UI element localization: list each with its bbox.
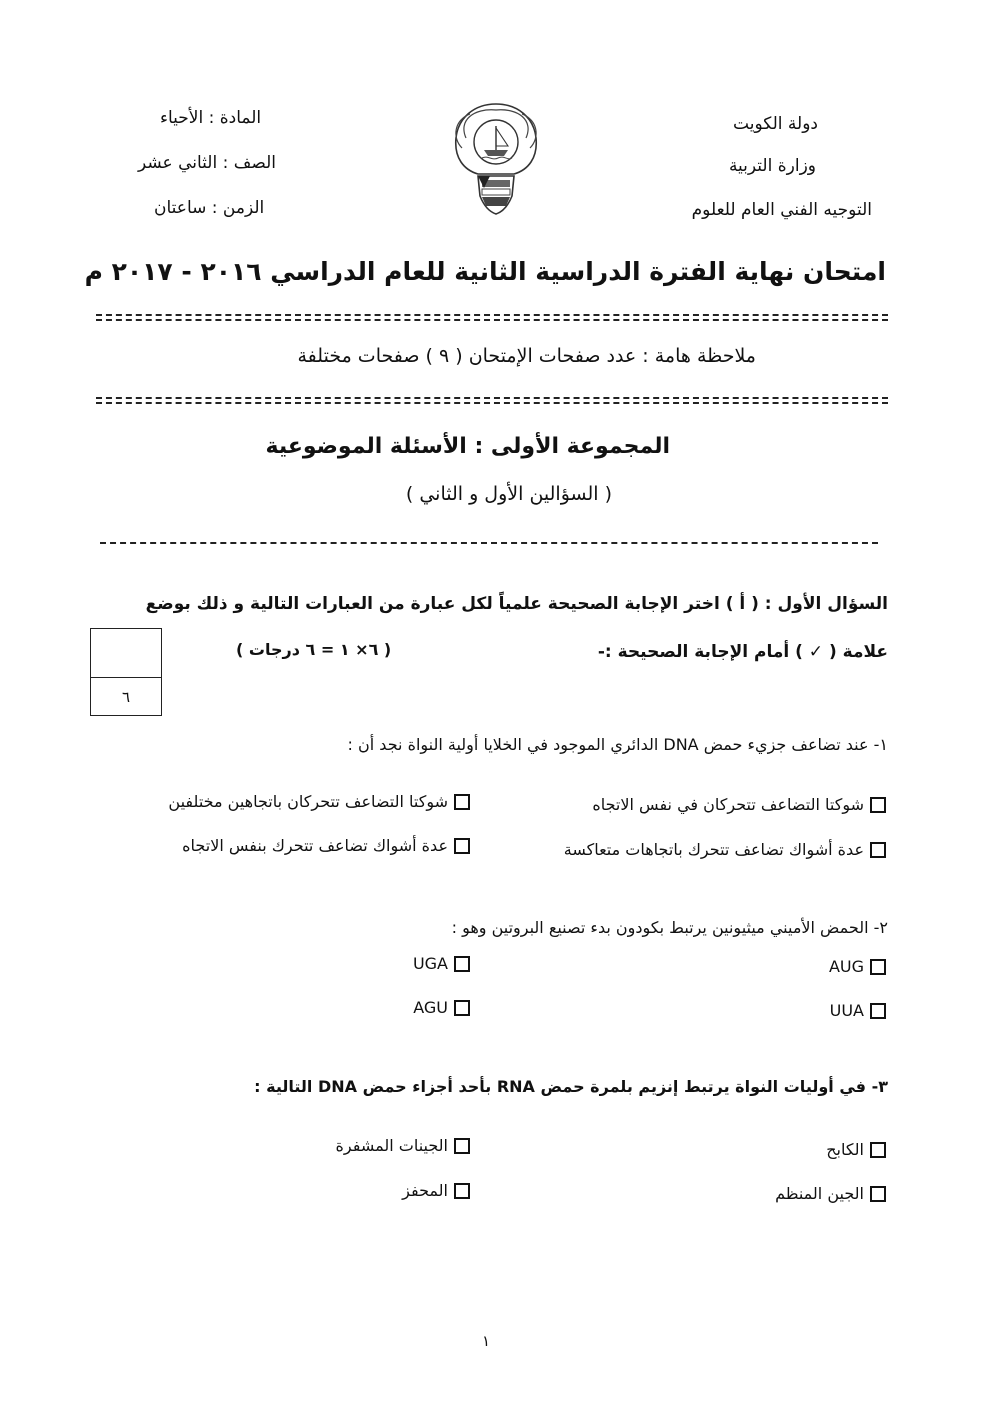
header-ministry: وزارة التربية (728, 156, 816, 176)
score-box (90, 628, 162, 716)
question1-heading-cont: علامة ( ✓ ) أمام الإجابة الصحيحة :- (597, 642, 888, 662)
score-box-empty[interactable] (91, 629, 161, 678)
checkbox-icon[interactable] (870, 797, 886, 813)
item-3-option-a[interactable]: الكابح (826, 1140, 886, 1159)
important-note: ملاحظة هامة : عدد صفحات الإمتحان ( ٩ ) صفحات مختلفة (297, 345, 756, 367)
item-1-option-c[interactable]: عدة أشواك تضاعف تتحرك باتجاهات متعاكسة (564, 840, 886, 859)
checkbox-icon[interactable] (870, 1186, 886, 1202)
group-subtitle: ( السؤالين الأول و الثاني ) (405, 483, 612, 505)
item-3-text: ٣- في أوليات النواة يرتبط إنزيم بلمرة حمض RNA بأحد أجزاء حمض DNA التالية : (254, 1077, 888, 1096)
item-2-text: ٢- الحمض الأميني ميثيونين يرتبط بكودون بدء تصنيع البروتين وهو : (451, 918, 888, 937)
score-total: ٦ (121, 688, 131, 706)
checkbox-icon[interactable] (870, 959, 886, 975)
checkbox-icon[interactable] (454, 794, 470, 810)
item-2-option-b[interactable]: UGA (413, 954, 470, 973)
item-2-option-a[interactable]: AUG (829, 957, 886, 976)
kuwait-emblem-icon (444, 98, 548, 220)
header-department: التوجيه الفني العام للعلوم (691, 200, 872, 220)
item-3-option-d[interactable]: المحفز (402, 1181, 470, 1200)
header-subject: المادة : الأحياء (160, 108, 262, 128)
item-2-option-d[interactable]: AGU (413, 998, 470, 1017)
header-time: الزمن : ساعتان (154, 198, 265, 218)
item-2-option-c[interactable]: UUA (830, 1001, 886, 1020)
separator-line (100, 542, 878, 544)
separator-line (96, 314, 888, 316)
item-3-option-b[interactable]: الجينات المشفرة (336, 1136, 470, 1155)
exam-title: امتحان نهاية الفترة الدراسية الثانية للعام الدراسي ٢٠١٦ - ٢٠١٧ م (84, 257, 886, 286)
checkbox-icon[interactable] (870, 1142, 886, 1158)
item-1-option-d[interactable]: عدة أشواك تضاعف تتحرك بنفس الاتجاه (182, 836, 470, 855)
header-grade: الصف : الثاني عشر (138, 153, 276, 173)
item-1-option-b[interactable]: شوكتا التضاعف تتحركان باتجاهين مختلفين (168, 792, 470, 811)
item-1-text: ١- عند تضاعف جزيء حمض DNA الدائري الموجود في الخلايا أولية النواة نجد أن : (347, 735, 888, 754)
checkbox-icon[interactable] (870, 842, 886, 858)
item-1-option-a[interactable]: شوكتا التضاعف تتحركان في نفس الاتجاه (592, 795, 886, 814)
group-title: المجموعة الأولى : الأسئلة الموضوعية (265, 434, 670, 459)
checkbox-icon[interactable] (454, 838, 470, 854)
checkbox-icon[interactable] (454, 1183, 470, 1199)
page-number: ١ (482, 1332, 491, 1350)
item-3-option-c[interactable]: الجين المنظم (775, 1184, 886, 1203)
checkbox-icon[interactable] (454, 1000, 470, 1016)
separator-line (96, 397, 888, 399)
checkbox-icon[interactable] (454, 1138, 470, 1154)
checkbox-icon[interactable] (454, 956, 470, 972)
checkbox-icon[interactable] (870, 1003, 886, 1019)
question1-marks: ( ٦× ١ = ٦ درجات ) (236, 640, 392, 659)
header-country: دولة الكويت (733, 114, 818, 134)
question1-heading: السؤال الأول : ( أ ) اختر الإجابة الصحيحة علمياً لكل عبارة من العبارات التالية و ذلك بوضع (145, 594, 888, 614)
